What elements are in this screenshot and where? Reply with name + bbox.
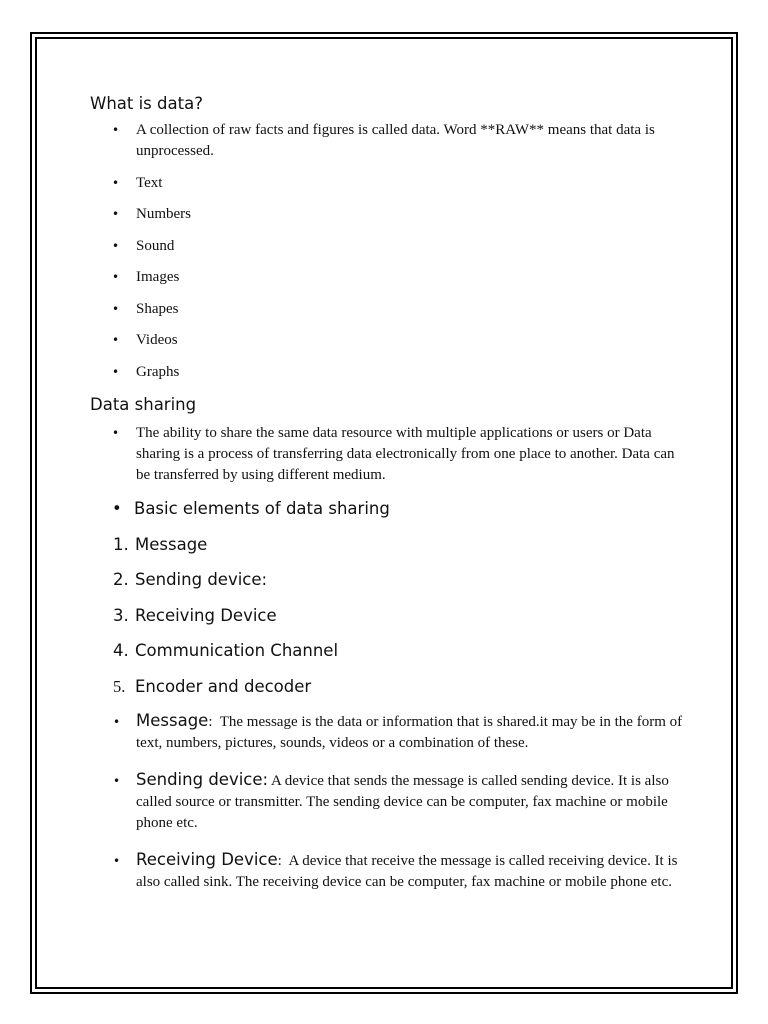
element-item: 4. Communication Channel	[90, 639, 690, 663]
data-types-list	[90, 120, 690, 383]
bullet-icon: •	[113, 715, 121, 729]
bullet-icon: •	[113, 774, 121, 788]
bullet-icon: •	[112, 426, 120, 440]
bullet-icon: •	[112, 238, 120, 253]
element-item: 2. Sending device:	[90, 568, 690, 592]
definition-term: Message	[136, 711, 209, 730]
list-item: • A collection of raw facts and figures is called data. Word **RAW** means that data is unprocessed.	[112, 122, 655, 159]
bullet-icon: •	[112, 270, 120, 284]
element-item: 3. Receiving Device	[90, 604, 690, 628]
list-item: • The ability to share the same data resource with multiple applications or users or Data sharing is a process of transferring data electronically from one place to another. Data can be transferred by using different medium.	[112, 425, 675, 483]
list-number: 1.	[113, 534, 129, 554]
section-heading-data-sharing: Data sharing	[90, 395, 197, 414]
element-item: 1. Message	[90, 533, 690, 557]
list-item: • Text	[90, 173, 690, 194]
list-item: • Images	[90, 267, 690, 288]
definition-receiving-device: • Receiving Device: A device that receive the message is called receiving device. It is also called sink. The receiving device can be computer, fax machine or mobile phone etc.	[113, 850, 678, 890]
bullet-icon: •	[112, 175, 120, 190]
document-body	[90, 92, 690, 908]
element-item: 5. Encoder and decoder	[90, 675, 690, 699]
list-item: • Graphs	[90, 362, 690, 383]
list-item: • Shapes	[90, 299, 690, 320]
list-number: 4.	[113, 641, 129, 660]
list-number: 3.	[113, 605, 129, 625]
bullet-icon: •	[112, 301, 120, 316]
bullet-icon: •	[112, 123, 120, 137]
list-item: • Numbers	[90, 204, 690, 225]
list-item: • Videos	[90, 330, 690, 351]
section-heading-what-is-data: What is data?	[90, 94, 203, 113]
definition-term: Receiving Device	[136, 850, 278, 869]
elements-heading: • Basic elements of data sharing	[90, 497, 690, 521]
bullet-icon: •	[112, 333, 120, 347]
definition-term: Sending device:	[136, 770, 269, 789]
definition-message: • Message: The message is the data or information that is shared.it may be in the form of text, numbers, pictures, sounds, videos or a combination of these.	[113, 711, 683, 751]
bullet-icon: •	[113, 854, 121, 868]
bullet-icon: •	[112, 499, 122, 518]
list-number: 5.	[113, 676, 126, 696]
bullet-icon: •	[112, 364, 120, 379]
list-item: • Sound	[90, 236, 690, 257]
definition-sending-device: • Sending device: A device that sends the message is called sending device. It is also called source or transmitter. The sending device can be computer, fax machine or mobile phone etc.	[113, 770, 669, 831]
data-sharing-section	[90, 423, 690, 893]
bullet-icon: •	[112, 207, 120, 221]
list-number: 2.	[113, 570, 129, 589]
